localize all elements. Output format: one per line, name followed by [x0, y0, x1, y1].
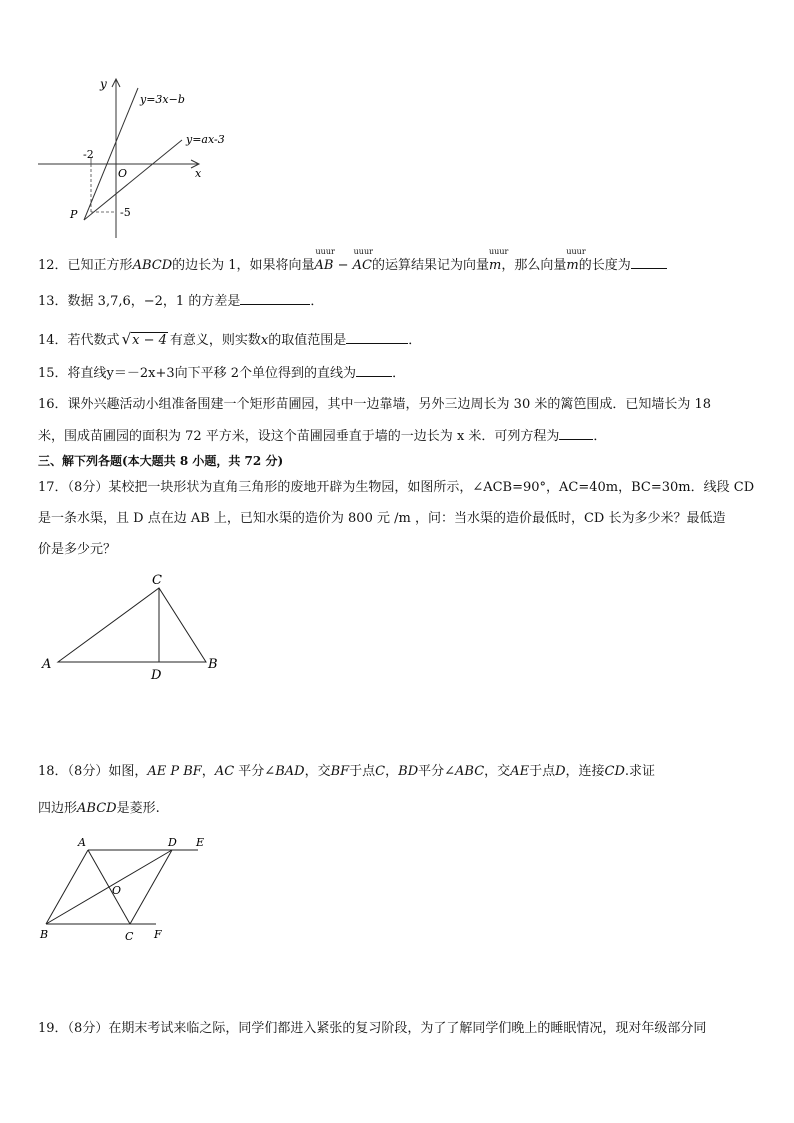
- question-12: [38, 247, 667, 275]
- origin-label: O: [118, 167, 128, 180]
- q12-text: 已知正方形: [67, 258, 133, 273]
- question-17-line-1: [38, 479, 754, 497]
- question-14: [38, 330, 421, 350]
- point-o-label: O: [112, 884, 122, 897]
- q14-text2: 有意义，则实数: [169, 333, 261, 348]
- question-18-line-1: [38, 763, 655, 781]
- answer-blank[interactable]: [559, 427, 593, 440]
- line1-label: y=3x−b: [140, 93, 185, 106]
- q18-d: D: [555, 764, 566, 779]
- sqrt-expression: √x − 4: [121, 330, 167, 348]
- question-13: [38, 292, 323, 311]
- q12-minus: −: [333, 258, 353, 273]
- triangle-figure: [36, 568, 236, 688]
- vertex-a-label: A: [42, 657, 52, 672]
- vertex-c-label: C: [152, 573, 162, 588]
- q18-text-3: 平分: [234, 764, 265, 779]
- tick-y-label: -5: [120, 206, 131, 219]
- q16-text-2: 米，围成苗圃园的面积为 72 平方米，设这个苗圃园垂直于墙的一边长为 x 米．可列方程为: [38, 429, 560, 444]
- q18-cd: CD: [604, 764, 625, 779]
- q18-text-9: 于点: [529, 764, 556, 779]
- tick-x-label: -2: [83, 148, 94, 161]
- vector-ab-label: AB: [314, 258, 334, 273]
- q12-text4: ，那么向量: [501, 258, 567, 273]
- q18-abcd: ABCD: [77, 801, 117, 816]
- side-cd: [130, 850, 172, 924]
- question-16-line-1: [38, 396, 711, 414]
- q17-text-2: 是一条水渠，且 D 点在边 AB 上，已知水渠的造价为 800 元 /m ，问：当水渠的造价最低时，CD 长为多少米？最低造: [38, 511, 726, 526]
- q18-text-2: ，: [201, 764, 215, 779]
- q18-text-5: 于点: [349, 764, 376, 779]
- q17-number: 17．: [38, 480, 68, 495]
- section-title: 三、解下列各题(本大题共 8 小题，共 72 分): [38, 454, 284, 468]
- q12-abcd: ABCD: [132, 258, 173, 273]
- q13-end: ．: [310, 294, 324, 309]
- point-d-label: D: [168, 836, 177, 849]
- q12-text2: 的边长为 1，如果将向量: [172, 258, 315, 273]
- q18-text-13: 是菱形.: [116, 801, 160, 816]
- question-19: [38, 1020, 706, 1038]
- q14-number: 14．: [38, 333, 68, 348]
- point-e-label: E: [196, 836, 205, 849]
- q18-text-12: 四边形: [38, 801, 78, 816]
- q15-number: 15．: [38, 366, 68, 381]
- q19-number: 19．: [38, 1021, 68, 1036]
- q18-ae-bf: AE P BF: [147, 764, 202, 779]
- vector-ac-label: AC: [352, 258, 372, 273]
- q19-text: （8分）在期末考试来临之际，同学们都进入紧张的复习阶段，为了了解同学们晚上的睡眠情况，现对年级部分同: [67, 1021, 707, 1036]
- q18-text-4: ，交: [304, 764, 331, 779]
- point-b-label: B: [40, 928, 49, 941]
- q18-text-6: ，: [385, 764, 399, 779]
- answer-blank[interactable]: [240, 292, 310, 305]
- q18-bad: ∠BAD: [264, 764, 305, 779]
- q16-text-1: 课外兴趣活动小组准备围建一个矩形苗圃园，其中一边靠墙，另外三边周长为 30 米的篱笆围成．已知墙长为 18: [67, 397, 712, 412]
- answer-blank[interactable]: [631, 256, 667, 269]
- q17-text-1: （8分）某校把一块形状为直角三角形的废地开辟为生物园，如图所示，∠ACB=90°，AC=40m，BC=30m．线段 CD: [67, 480, 755, 495]
- q14-var: x: [260, 333, 269, 348]
- q18-c: C: [375, 764, 386, 779]
- question-15: [38, 364, 405, 383]
- q18-number: 18．: [38, 764, 68, 779]
- q17-text-3: 价是多少元？: [38, 542, 117, 557]
- q16-number: 16．: [38, 397, 68, 412]
- q18-text-8: ，交: [484, 764, 511, 779]
- q18-text-10: ，连接: [565, 764, 605, 779]
- sqrt-radicand: x − 4: [132, 333, 167, 348]
- vector-m-label: m: [489, 258, 502, 273]
- vector-ab: [314, 247, 335, 275]
- vector-m: [489, 247, 509, 275]
- q18-text-7: 平分: [418, 764, 445, 779]
- q18-bd: BD: [398, 764, 419, 779]
- question-18-line-2: [38, 800, 160, 818]
- q18-ae: AE: [510, 764, 530, 779]
- q12-text5: 的长度为: [578, 258, 631, 273]
- q15-text: 将直线y＝－2x+3向下平移 2个单位得到的直线为: [67, 366, 357, 381]
- vector-m-label-2: m: [566, 258, 579, 273]
- question-16-line-2: [38, 427, 606, 446]
- q13-text: 数据 3,7,6，−2，1 的方差是: [67, 294, 241, 309]
- q18-abc: ∠ABC: [444, 764, 485, 779]
- point-label: P: [70, 208, 78, 221]
- q15-end: ．: [392, 366, 406, 381]
- q18-text-11: .求证: [624, 764, 656, 779]
- question-17-line-3: [38, 541, 116, 559]
- answer-blank[interactable]: [356, 364, 392, 377]
- rhombus-figure: [36, 832, 226, 950]
- question-17-line-2: [38, 510, 725, 528]
- q14-text: 若代数式: [67, 333, 120, 348]
- vector-m-2: [566, 247, 586, 275]
- q18-text-1: （8分）如图，: [67, 764, 148, 779]
- line2-label: y=ax-3: [186, 133, 225, 146]
- line-shallow: [84, 140, 182, 220]
- q16-end: ．: [593, 429, 607, 444]
- vector-arrow: uuur: [315, 247, 335, 256]
- axis-x-label: x: [195, 167, 202, 180]
- vertex-d-label: D: [151, 668, 162, 683]
- axis-y-label: y: [100, 77, 107, 91]
- q18-bf: BF: [330, 764, 350, 779]
- point-a-label: A: [78, 836, 86, 849]
- triangle-abc: [58, 588, 206, 662]
- q18-ac: AC: [214, 764, 235, 779]
- vertex-b-label: B: [208, 657, 218, 672]
- answer-blank[interactable]: [346, 331, 408, 344]
- vector-arrow: uuur: [489, 247, 509, 256]
- q14-text3: 的取值范围是: [268, 333, 347, 348]
- q13-number: 13．: [38, 294, 68, 309]
- vector-ac: [352, 247, 373, 275]
- q14-end: ．: [408, 333, 422, 348]
- graph-figure: [30, 70, 250, 260]
- diagonal-bd: [46, 850, 172, 924]
- q12-text3: 的运算结果记为向量: [372, 258, 490, 273]
- point-f-label: F: [154, 928, 162, 941]
- point-c-label: C: [125, 930, 134, 943]
- side-ab: [46, 850, 88, 924]
- q12-number: 12．: [38, 258, 68, 273]
- vector-arrow: uuur: [566, 247, 586, 256]
- vector-arrow: uuur: [353, 247, 373, 256]
